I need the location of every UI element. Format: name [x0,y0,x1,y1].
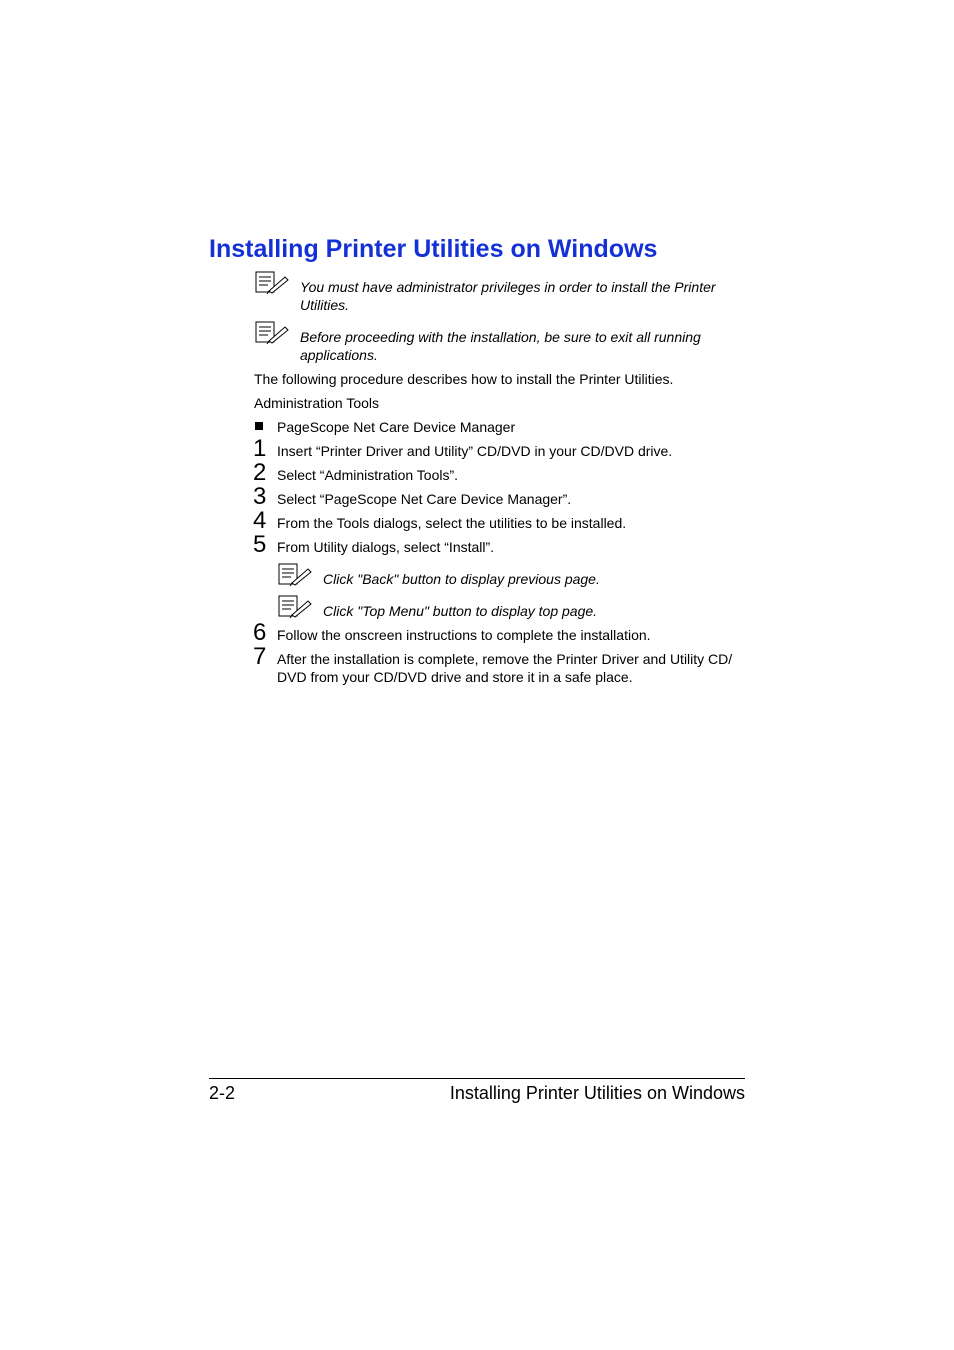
bullet-text: PageScope Net Care Device Manager [277,419,516,435]
step-text: From Utility dialogs, select “Install”. [277,539,495,555]
step-text: Follow the onscreen instructions to complete the installation. [277,627,651,643]
page-title: Installing Printer Utilities on Windows [209,235,658,263]
step-number: 2 [253,459,267,486]
step-number: 4 [253,507,267,534]
step-number: 1 [253,435,267,462]
step-text: Select “PageScope Net Care Device Manager”. [277,491,572,507]
section-label: Administration Tools [254,395,380,411]
note-pencil-icon [278,595,312,619]
step-number: 3 [253,483,267,510]
note-text: Click "Back" button to display previous page. [323,571,600,587]
step-number: 6 [253,619,267,646]
step-text: After the installation is complete, remove the Printer Driver and Utility CD/ DVD from your CD/DVD drive and store it in a safe place. [277,651,733,685]
step-text: Insert “Printer Driver and Utility” CD/DVD in your CD/DVD drive. [277,443,673,459]
note-pencil-icon [278,563,312,587]
footer-title: Installing Printer Utilities on Windows [449,1083,745,1103]
step-text: Select “Administration Tools”. [277,467,459,483]
intro-text: The following procedure describes how to install the Printer Utilities. [254,371,674,387]
note-text: Click "Top Menu" button to display top page. [323,603,598,619]
step-text: From the Tools dialogs, select the utilities to be installed. [277,515,627,531]
note-pencil-icon [255,271,289,295]
bullet-square-icon [255,422,263,430]
note-pencil-icon [255,321,289,345]
footer-divider [209,1078,745,1079]
footer-page-number: 2-2 [209,1083,236,1103]
step-number: 7 [253,643,267,670]
step-number: 5 [253,531,267,558]
note-text: Before proceeding with the installation, be sure to exit all running applications. [300,329,701,363]
note-text: You must have administrator privileges in order to install the Printer Utilities. [300,279,716,313]
